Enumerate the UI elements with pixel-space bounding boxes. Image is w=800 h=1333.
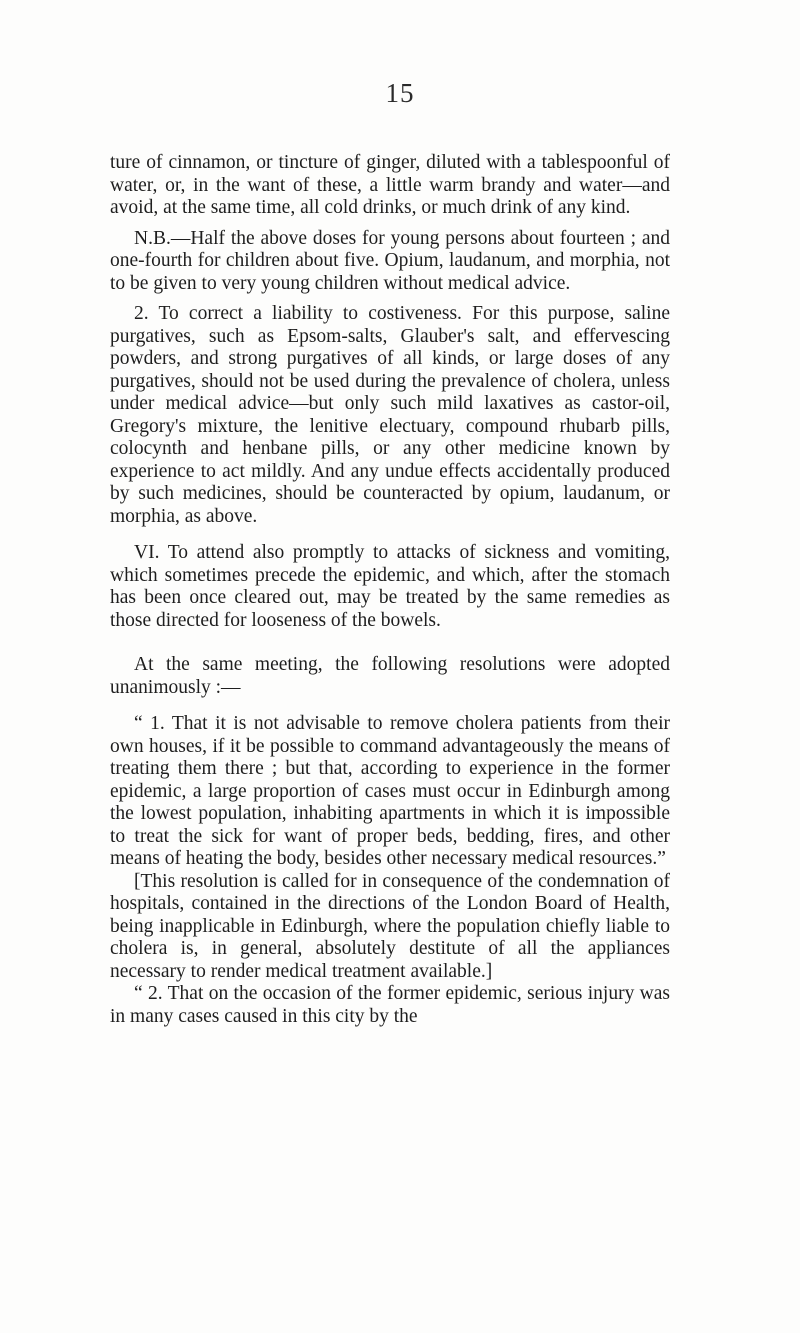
page-number: 15 [385,78,415,108]
paragraph-costiveness: 2. To correct a liability to costiveness. For this purpose, saline purgatives, such as Epsom-salts, Glauber's salt, and effervescing powders, and strong purgatives of all kinds, or large doses of any purgatives, should not be used during the prevalence of cholera, unless under medical advice—but only such mild laxatives as castor-oil, Gregory's mixture, the lenitive electuary, compound rhubarb pills, colocynth and henbane pills, or any other medicine known by experience to act mildly. And any undue effects accidentally produced by such medicines, should be counteracted by opium, laudanum, or morphia, as above. [110,303,670,527]
paragraph-resolutions-intro: At the same meeting, the following resolutions were adopted unanimously :— [110,654,670,698]
paragraph-resolution-note: [This resolution is called for in consequence of the condemnation of hospitals, contained in the directions of the London Board of Health, being inapplicable in Edinburgh, where the population chiefly liable to cholera is, in general, absolutely destitute of all the appliances necessary to render medical treatment available.] [110,870,670,982]
paragraph-sickness-vomiting: VI. To attend also promptly to attacks of sickness and vomiting, which sometimes precede the epidemic, and which, after the stomach has been once cleared out, may be treated by the same remedies as those directed for looseness of the bowels. [110,542,670,631]
paragraph-nb-note: N.B.—Half the above doses for young persons about fourteen ; and one-fourth for children about five. Opium, laudanum, and morphia, not to be given to very young children without medical advice. [110,227,670,294]
paragraph-resolution-1: “ 1. That it is not advisable to remove cholera patients from their own houses, if it be possible to command advantageously the means of treating them there ; but that, according to experience in the former epidemic, a large proportion of cases must occur in Edinburgh among the lowest population, inhabiting apartments in which it is impossible to treat the sick for want of proper beds, bedding, fires, and other means of heating the body, besides other necessary medical resources.” [110,713,670,869]
paragraph-continuation: ture of cinnamon, or tincture of ginger, diluted with a tablespoonful of water, or, in the want of these, a little warm brandy and water—and avoid, at the same time, all cold drinks, or much drink of any kind. [110,152,670,218]
paragraph-resolution-2: “ 2. That on the occasion of the former epidemic, serious injury was in many cases caused in this city by the [110,983,670,1027]
body-text [110,152,670,1028]
